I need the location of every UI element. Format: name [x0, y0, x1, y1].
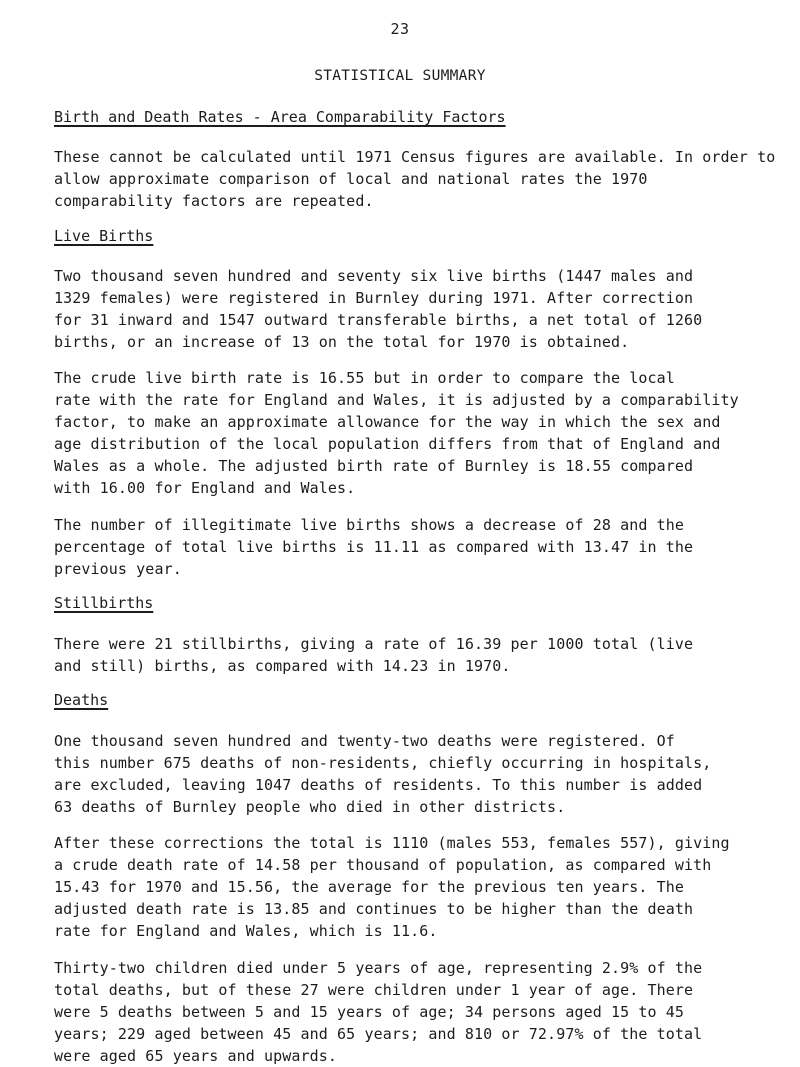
text-line: Two thousand seven hundred and seventy six live births (1447 males and	[54, 267, 694, 285]
paragraph-deaths-1	[54, 730, 794, 818]
text-line: There were 21 stillbirths, giving a rate of 16.39 per 1000 total (live	[54, 635, 694, 653]
text-line: adjusted death rate is 13.85 and continues to be higher than the death	[54, 900, 694, 918]
text-line: with 16.00 for England and Wales.	[54, 479, 356, 497]
text-line: were 5 deaths between 5 and 15 years of age; 34 persons aged 15 to 45	[54, 1003, 685, 1021]
heading-deaths: Deaths	[54, 691, 109, 709]
text-line: comparability factors are repeated.	[54, 192, 374, 210]
text-line: total deaths, but of these 27 were children under 1 year of age. There	[54, 981, 694, 999]
page-title: STATISTICAL SUMMARY	[314, 68, 486, 84]
text-line: These cannot be calculated until 1971 Census figures are available. In order to	[54, 148, 776, 166]
text-line: Wales as a whole. The adjusted birth rate of Burnley is 18.55 compared	[54, 457, 694, 475]
text-line: factor, to make an approximate allowance for the way in which the sex and	[54, 413, 721, 431]
text-line: age distribution of the local population differs from that of England and	[54, 435, 721, 453]
paragraph-live-births-1	[54, 265, 794, 353]
text-line: After these corrections the total is 1110 (males 553, females 557), giving	[54, 834, 730, 852]
heading-comparability: Birth and Death Rates - Area Comparability Factors	[54, 108, 506, 126]
text-line: rate for England and Wales, which is 11.6.	[54, 922, 438, 940]
heading-live-births: Live Births	[54, 227, 154, 245]
text-line: 63 deaths of Burnley people who died in other districts.	[54, 798, 566, 816]
heading-stillbirths: Stillbirths	[54, 594, 154, 612]
paragraph-deaths-3	[54, 957, 794, 1067]
paragraph-live-births-3	[54, 514, 794, 580]
text-line: years; 229 aged between 45 and 65 years; and 810 or 72.97% of the total	[54, 1025, 703, 1043]
paragraph-comparability	[54, 146, 794, 212]
text-line: a crude death rate of 14.58 per thousand of population, as compared with	[54, 856, 712, 874]
text-line: rate with the rate for England and Wales, it is adjusted by a comparability	[54, 391, 739, 409]
text-line: One thousand seven hundred and twenty-two deaths were registered. Of	[54, 732, 675, 750]
text-line: births, or an increase of 13 on the total for 1970 is obtained.	[54, 333, 630, 351]
text-line: The number of illegitimate live births shows a decrease of 28 and the	[54, 516, 685, 534]
paragraph-live-births-2	[54, 367, 794, 499]
text-line: were aged 65 years and upwards.	[54, 1047, 338, 1065]
paragraph-stillbirths	[54, 633, 794, 677]
text-line: and still) births, as compared with 14.23 in 1970.	[54, 657, 511, 675]
text-line: Thirty-two children died under 5 years of age, representing 2.9% of the	[54, 959, 703, 977]
paragraph-deaths-2	[54, 832, 794, 942]
text-line: previous year.	[54, 560, 182, 578]
page-number: 23	[390, 20, 410, 38]
text-line: are excluded, leaving 1047 deaths of residents. To this number is added	[54, 776, 703, 794]
text-line: allow approximate comparison of local and national rates the 1970	[54, 170, 648, 188]
text-line: 15.43 for 1970 and 15.56, the average for the previous ten years. The	[54, 878, 685, 896]
text-line: percentage of total live births is 11.11 as compared with 13.47 in the	[54, 538, 694, 556]
text-line: this number 675 deaths of non-residents, chiefly occurring in hospitals,	[54, 754, 712, 772]
text-line: 1329 females) were registered in Burnley during 1971. After correction	[54, 289, 694, 307]
text-line: for 31 inward and 1547 outward transferable births, a net total of 1260	[54, 311, 703, 329]
text-line: The crude live birth rate is 16.55 but in order to compare the local	[54, 369, 675, 387]
